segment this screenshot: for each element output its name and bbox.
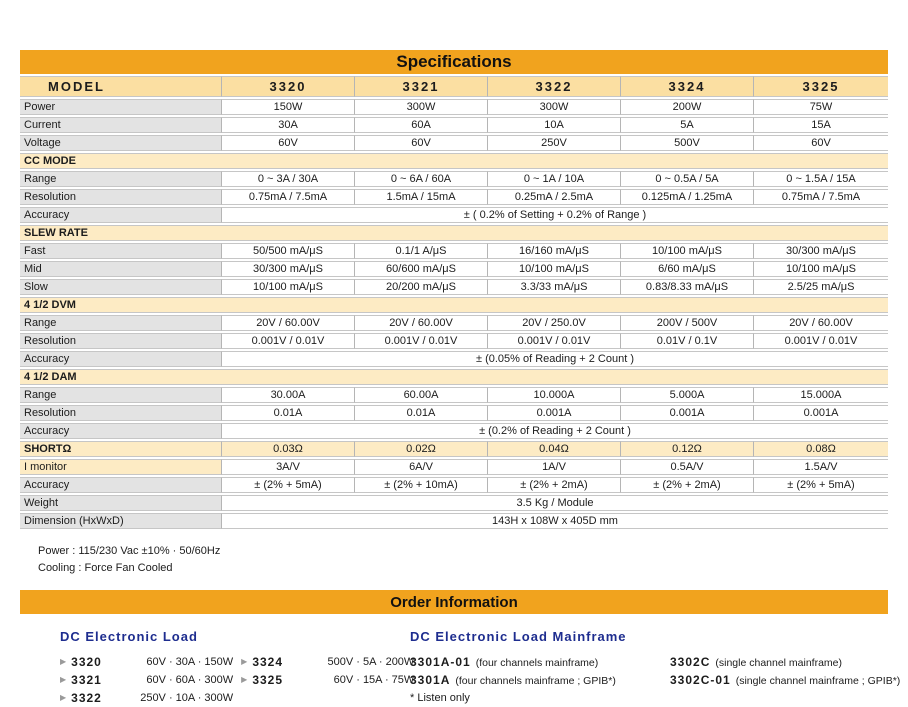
model-number: 3322 xyxy=(71,691,102,705)
spec-cell: 0.5A/V xyxy=(621,459,754,475)
spec-row-label: SHORTΩ xyxy=(20,441,222,457)
spec-cell: 0 ~ 6A / 60A xyxy=(355,171,488,187)
spec-row-label: Power xyxy=(20,99,222,115)
spec-cell: 20V / 60.00V xyxy=(754,315,888,331)
spec-cell: 0.01A xyxy=(355,405,488,421)
triangle-bullet-icon: ▶ xyxy=(241,657,248,666)
spec-row-label: Resolution xyxy=(20,189,222,205)
model-description: (single channel mainframe ; GPIB*) xyxy=(735,675,901,687)
spec-cell: 1.5mA / 15mA xyxy=(355,189,488,205)
dc-load-column xyxy=(241,653,414,707)
spec-cell: 200V / 500V xyxy=(621,315,754,331)
model-spec: 500V · 5A · 200W xyxy=(327,656,415,668)
model-number: 3321 xyxy=(71,673,102,687)
model-number: 3325 xyxy=(252,673,284,687)
table-row xyxy=(20,207,888,223)
table-row xyxy=(20,423,888,439)
listen-only-footnote: * Listen only xyxy=(410,692,470,704)
spec-cell: ± (2% + 10mA) xyxy=(355,477,488,493)
spec-cell: 200W xyxy=(621,99,754,115)
spec-merged-value: ± (0.2% of Reading + 2 Count ) xyxy=(222,423,888,439)
table-row xyxy=(20,297,888,313)
list-item xyxy=(60,653,233,671)
triangle-bullet-icon: ▶ xyxy=(60,675,67,684)
table-row xyxy=(20,153,888,169)
spec-cell: 15A xyxy=(754,117,888,133)
model-number: 3301A xyxy=(410,673,451,687)
spec-cell: 15.000A xyxy=(754,387,888,403)
spec-cell: 60/600 mA/μS xyxy=(355,261,488,277)
spec-row-label: Accuracy xyxy=(20,423,222,439)
spec-cell: 0.001V / 0.01V xyxy=(488,333,621,349)
triangle-bullet-icon: ▶ xyxy=(241,675,248,684)
list-item xyxy=(410,671,664,689)
mainframe-section xyxy=(410,629,906,707)
spec-cell: 10.000A xyxy=(488,387,621,403)
spec-cell: 50/500 mA/μS xyxy=(222,243,355,259)
list-item xyxy=(241,653,414,671)
spec-merged-value: ± ( 0.2% of Setting + 0.2% of Range ) xyxy=(222,207,888,223)
section-header-cell: 4 1/2 DVM xyxy=(20,297,888,313)
spec-cell: 20V / 60.00V xyxy=(222,315,355,331)
spec-cell: 0.02Ω xyxy=(355,441,488,457)
spec-cell: 0.75mA / 7.5mA xyxy=(754,189,888,205)
spec-row-label: Weight xyxy=(20,495,222,511)
model-col-3322: 3322 xyxy=(488,76,621,97)
spec-cell: 0.001V / 0.01V xyxy=(355,333,488,349)
model-description: (single channel mainframe) xyxy=(715,657,843,669)
list-item xyxy=(410,653,664,671)
order-information-header-bar xyxy=(20,590,888,614)
list-item xyxy=(60,689,233,707)
spec-row-label: Resolution xyxy=(20,333,222,349)
spec-cell: 30A xyxy=(222,117,355,133)
section-header-cell: 4 1/2 DAM xyxy=(20,369,888,385)
spec-cell: 0.01A xyxy=(222,405,355,421)
spec-cell: 30.00A xyxy=(222,387,355,403)
specifications-title: Specifications xyxy=(396,52,512,71)
spec-row-label: Slow xyxy=(20,279,222,295)
spec-cell: 0.125mA / 1.25mA xyxy=(621,189,754,205)
mainframe-heading: DC Electronic Load Mainframe xyxy=(410,629,627,644)
spec-cell: 20V / 60.00V xyxy=(355,315,488,331)
spec-cell: 10A xyxy=(488,117,621,133)
model-number: 3302C xyxy=(670,655,711,669)
spec-cell: 500V xyxy=(621,135,754,151)
spec-cell: 150W xyxy=(222,99,355,115)
spec-row-label: Accuracy xyxy=(20,207,222,223)
table-row xyxy=(20,243,888,259)
spec-cell: 30/300 mA/μS xyxy=(754,243,888,259)
order-content xyxy=(20,629,901,707)
spec-cell: 1A/V xyxy=(488,459,621,475)
spec-cell: 0.1/1 A/μS xyxy=(355,243,488,259)
model-header-label: MODEL xyxy=(20,76,222,97)
spec-cell: 0.001V / 0.01V xyxy=(222,333,355,349)
table-row xyxy=(20,189,888,205)
spec-cell: 0 ~ 1A / 10A xyxy=(488,171,621,187)
model-spec: 250V · 10A · 300W xyxy=(140,692,234,704)
spec-cell: 2.5/25 mA/μS xyxy=(754,279,888,295)
spec-cell: 0.001A xyxy=(621,405,754,421)
mainframe-column xyxy=(670,653,900,689)
table-row xyxy=(20,99,888,115)
spec-cell: 0.83/8.33 mA/μS xyxy=(621,279,754,295)
spec-row-label: Dimension (HxWxD) xyxy=(20,513,222,529)
table-row xyxy=(20,279,888,295)
spec-cell: 3A/V xyxy=(222,459,355,475)
dc-load-items xyxy=(60,653,415,707)
spec-row-label: Voltage xyxy=(20,135,222,151)
spec-cell: 0.08Ω xyxy=(754,441,888,457)
model-col-3320: 3320 xyxy=(222,76,355,97)
model-description: (four channels mainframe) xyxy=(475,657,599,669)
table-row xyxy=(20,387,888,403)
order-information-title: Order Information xyxy=(390,593,518,611)
table-row xyxy=(20,369,888,385)
model-spec: 60V · 15A · 75W xyxy=(333,674,415,686)
spec-cell: 0.12Ω xyxy=(621,441,754,457)
spec-cell: 0.25mA / 2.5mA xyxy=(488,189,621,205)
list-item xyxy=(241,671,414,689)
spec-cell: 10/100 mA/μS xyxy=(754,261,888,277)
spec-cell: 250V xyxy=(488,135,621,151)
model-description: (four channels mainframe ; GPIB*) xyxy=(455,675,616,687)
spec-cell: 0 ~ 3A / 30A xyxy=(222,171,355,187)
spec-cell: 0.03Ω xyxy=(222,441,355,457)
spec-cell: ± (2% + 5mA) xyxy=(754,477,888,493)
spec-cell: 300W xyxy=(355,99,488,115)
model-number: 3324 xyxy=(252,655,284,669)
spec-cell: 0.001A xyxy=(754,405,888,421)
model-spec: 60V · 30A · 150W xyxy=(146,656,234,668)
table-row xyxy=(20,441,888,457)
model-number: 3301A-01 xyxy=(410,655,471,669)
spec-cell: 6A/V xyxy=(355,459,488,475)
spec-cell: 0.04Ω xyxy=(488,441,621,457)
spec-cell: 0.001A xyxy=(488,405,621,421)
spec-cell: 10/100 mA/μS xyxy=(488,261,621,277)
spec-cell: 30/300 mA/μS xyxy=(222,261,355,277)
cooling-note: Cooling : Force Fan Cooled xyxy=(38,562,173,574)
dc-load-heading: DC Electronic Load xyxy=(60,629,198,644)
list-item xyxy=(670,653,900,671)
spec-cell: 0.01V / 0.1V xyxy=(621,333,754,349)
table-row xyxy=(20,513,888,529)
spec-merged-value: ± (0.05% of Reading + 2 Count ) xyxy=(222,351,888,367)
list-item xyxy=(60,671,233,689)
model-col-3321: 3321 xyxy=(355,76,488,97)
spec-cell: 300W xyxy=(488,99,621,115)
spec-row-label: Fast xyxy=(20,243,222,259)
triangle-bullet-icon: ▶ xyxy=(60,693,67,702)
triangle-bullet-icon: ▶ xyxy=(60,657,67,666)
model-spec: 60V · 60A · 300W xyxy=(146,674,234,686)
table-row xyxy=(20,261,888,277)
table-row xyxy=(20,117,888,133)
dc-electronic-load-section xyxy=(60,629,415,707)
spec-cell: 0.75mA / 7.5mA xyxy=(222,189,355,205)
model-col-3324: 3324 xyxy=(621,76,754,97)
mainframe-column xyxy=(410,653,664,689)
table-row xyxy=(20,225,888,241)
spec-cell: 5.000A xyxy=(621,387,754,403)
spec-cell: 3.3/33 mA/μS xyxy=(488,279,621,295)
spec-cell: 10/100 mA/μS xyxy=(222,279,355,295)
table-row xyxy=(20,495,888,511)
spec-cell: 20V / 250.0V xyxy=(488,315,621,331)
spec-cell: 0.001V / 0.01V xyxy=(754,333,888,349)
power-note: Power : 115/230 Vac ±10% · 50/60Hz xyxy=(38,545,221,557)
table-row xyxy=(20,351,888,367)
specifications-header-bar xyxy=(20,50,888,74)
spec-merged-value: 143H x 108W x 405D mm xyxy=(222,513,888,529)
section-header-cell: SLEW RATE xyxy=(20,225,888,241)
spec-cell: 0 ~ 0.5A / 5A xyxy=(621,171,754,187)
spec-row-label: Range xyxy=(20,387,222,403)
spec-cell: 20/200 mA/μS xyxy=(355,279,488,295)
spec-cell: 60.00A xyxy=(355,387,488,403)
section-header-cell: CC MODE xyxy=(20,153,888,169)
spec-row-label: Mid xyxy=(20,261,222,277)
table-row xyxy=(20,459,888,475)
mainframe-items xyxy=(410,653,906,689)
spec-cell: 10/100 mA/μS xyxy=(621,243,754,259)
spec-row-label: Accuracy xyxy=(20,351,222,367)
spec-cell: 75W xyxy=(754,99,888,115)
spec-row-label: Current xyxy=(20,117,222,133)
dc-load-column xyxy=(60,653,233,707)
spec-cell: 1.5A/V xyxy=(754,459,888,475)
table-row xyxy=(20,405,888,421)
spec-merged-value: 3.5 Kg / Module xyxy=(222,495,888,511)
spec-cell: 60A xyxy=(355,117,488,133)
spec-cell: ± (2% + 2mA) xyxy=(488,477,621,493)
spec-cell: 0 ~ 1.5A / 15A xyxy=(754,171,888,187)
spec-cell: ± (2% + 2mA) xyxy=(621,477,754,493)
spec-table xyxy=(20,74,888,531)
table-row xyxy=(20,171,888,187)
table-row xyxy=(20,333,888,349)
general-notes xyxy=(38,543,888,577)
spec-cell: 60V xyxy=(355,135,488,151)
table-row xyxy=(20,315,888,331)
table-row xyxy=(20,135,888,151)
spec-cell: ± (2% + 5mA) xyxy=(222,477,355,493)
spec-row-label: I monitor xyxy=(20,459,222,475)
spec-row-label: Range xyxy=(20,315,222,331)
spec-row-label: Range xyxy=(20,171,222,187)
spec-cell: 6/60 mA/μS xyxy=(621,261,754,277)
list-item xyxy=(670,671,900,689)
spec-cell: 16/160 mA/μS xyxy=(488,243,621,259)
spec-cell: 60V xyxy=(754,135,888,151)
spec-row-label: Accuracy xyxy=(20,477,222,493)
spec-cell: 5A xyxy=(621,117,754,133)
table-row xyxy=(20,477,888,493)
model-header-row xyxy=(20,76,888,97)
model-number: 3302C-01 xyxy=(670,673,731,687)
model-number: 3320 xyxy=(71,655,102,669)
model-col-3325: 3325 xyxy=(754,76,888,97)
spec-row-label: Resolution xyxy=(20,405,222,421)
spec-cell: 60V xyxy=(222,135,355,151)
